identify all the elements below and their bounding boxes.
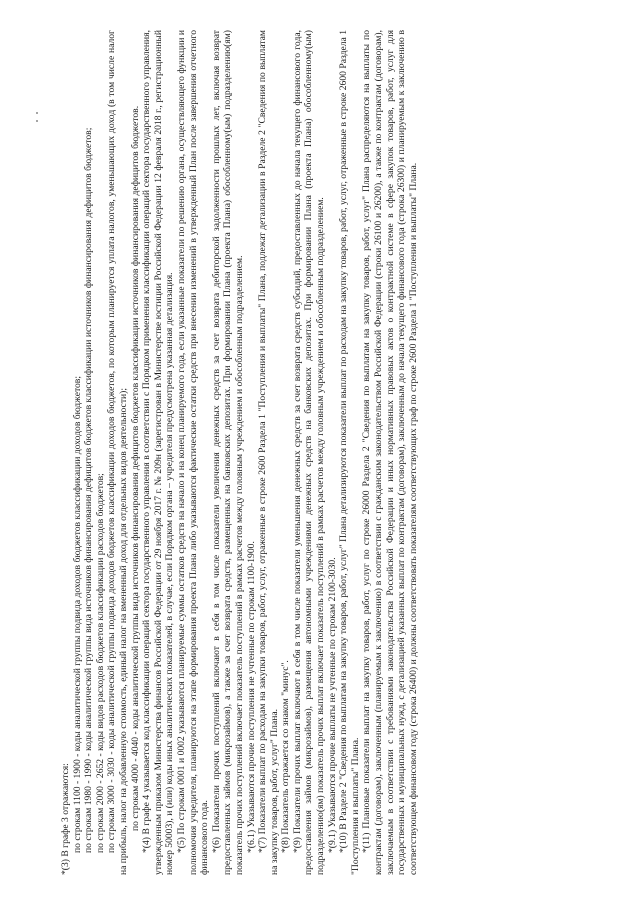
footnote-9: *(9) Показатели прочих выплат включают в себя в том числе показатели уменьшения денежных средств за счет возврата средств субсидий, предоставленных до начала текущего финансового года, предоставления займов (микрозаймов), размещения автономными учреждениями денежных средств на банковских депозитах. При формировании Плана (проекта Плана) обособленному(ым) подразделению(ям) показатель прочих выплат включает показатель поступлений в рамках расчетов между головным учреждением и обособленным подразделением. — [291, 30, 327, 875]
footnote-6-1: *(6.1) Указываются прочие поступления не учтенные по строкам 1100-1900. — [245, 541, 257, 853]
footnote-4: *(4) В графе 4 указывается код классификации операций сектора государственного управления в соответствии с Порядком применения классификации операций сектора государственного управления, утвержденным приказом Министерства финансов Российской Федерации от 29 ноября 2017 г. № 209н (зарегистрован в Министерстве юстиции Российской Федерации 12 февраля 2018 г., регистрационный номер 50003), и (или) коды иных аналитических показателей, в случае, если Порядком органа – учредителя предусмотрена указанная детализация. — [141, 30, 176, 875]
footnote-5: *(5) По строкам 0001 и 0002 указываются планируемые суммы остатков средств на начало и на конец планируемого года, если указанные показатели по решению органа, осуществляющего функции и полномочия учредителя, планируются на этапе формирования проекта Плана либо указываются фактические остатки средств при внесении изменений в утвержденный План после завершения отчетного финансового года. — [175, 30, 211, 875]
footnote-6: *(6) Показатели прочих поступлений включают в себя в том числе показатели увеличения денежных средств за счет возврата дебиторской задолженности прошлых лет, включая возврат предоставленных займов (микрозаймов), а также за счет возврата средств, размещенных на банковских депозитах. При формировании Плана (проекта Плана) обособленному(ым) подразделению(ям) показатель прочих поступлений включает показатель поступлений в рамках расчетов между головным учреждением и обособленным подразделением. — [210, 30, 245, 875]
footnote-3-line-1100: по строкам 1100 - 1900 - коды аналитической группы подвида доходов бюджетов классификации доходов бюджетов; — [71, 375, 83, 853]
footnote-11: *(11) Плановые показатели выплат на закупку товаров, работ, услуг по строке 26000 Раздела 2 "Сведения по выплатам на закупку товаров, работ, услуг" Плана распределяются на выплаты по контрактам (договорам), заключенным (планируемым к заключению) в соответствии с гражданским законодательством Российской Федерации (строки 26100 и 26200), а также по контрактам (договорам), заключаемым в соответствии с требованиями законодательства Российской Федерации и иных нормативных правовых актов о контрактной системе в сфере закупок товаров, работ, услуг для государственных и муниципальных нужд, с детализацией указанных выплат по контрактам (договорам), заключенным до начала текущего финансового года (строка 26300) и планируемым к заключению в соответствующем финансовом году (строка 26400) и должны соответствовать показателям соответствующих граф по строке 2600 Раздела 1 "Поступления и выплаты" Плана. — [361, 30, 419, 875]
scan-speck — [36, 120, 38, 122]
footnote-3-heading: *(3) В графе 3 отражаются: — [60, 763, 71, 875]
footnote-8: *(8) Показатель отражается со знаком "минус". — [280, 660, 292, 853]
footnote-9-1: *(9.1) Указываются прочие выплаты не учтенные по строкам 2100-3030. — [326, 557, 338, 853]
footnote-10: *(10) В Разделе 2 "Сведения по выплатам на закупку товаров, работ, услуг" Плана детализируются показатели выплат по расходам на закупку товаров, работ, услуг, отраженные в строке 2600 Раздела 1 "Поступления и выплаты" Плана. — [338, 30, 361, 875]
footnote-3-line-1980: по строкам 1980 - 1990 - коды аналитической группы вида источников финансирования дефицитов бюджетов классификации источников финансирования дефицитов бюджетов; — [83, 127, 95, 853]
rotated-text-block — [60, 30, 580, 875]
scan-speck — [36, 112, 38, 114]
footnote-7: *(7) Показатели выплат по расходам на закупки товаров, работ, услуг, отраженные в строке 2600 Раздела 1 "Поступления и выплаты" Плана, подлежат детализации в Разделе 2 "Сведения по выплатам на закупку товаров, работ, услуг" Плана. — [257, 30, 280, 875]
footnote-3-line-4000: по строкам 4000 - 4040 - коды аналитической группы вида источников финансирования дефицитов бюджетов классификации источников финансирования дефицитов бюджетов. — [129, 105, 141, 831]
footnote-3-line-2000: по строкам 2000 - 2652 - коды видов расходов бюджетов классификации расходов бюджетов; — [94, 473, 106, 853]
footnote-3-line-3000: по строкам 3000 - 3030 - коды аналитической группы подвида доходов бюджетов классификации доходов бюджетов, по которым планируется уплата налогов, уменьшающих доход (в том числе налог на прибыль, налог на добавленную стоимость, единый налог на вмененный доход для отдельных видов деятельности); — [106, 30, 129, 875]
